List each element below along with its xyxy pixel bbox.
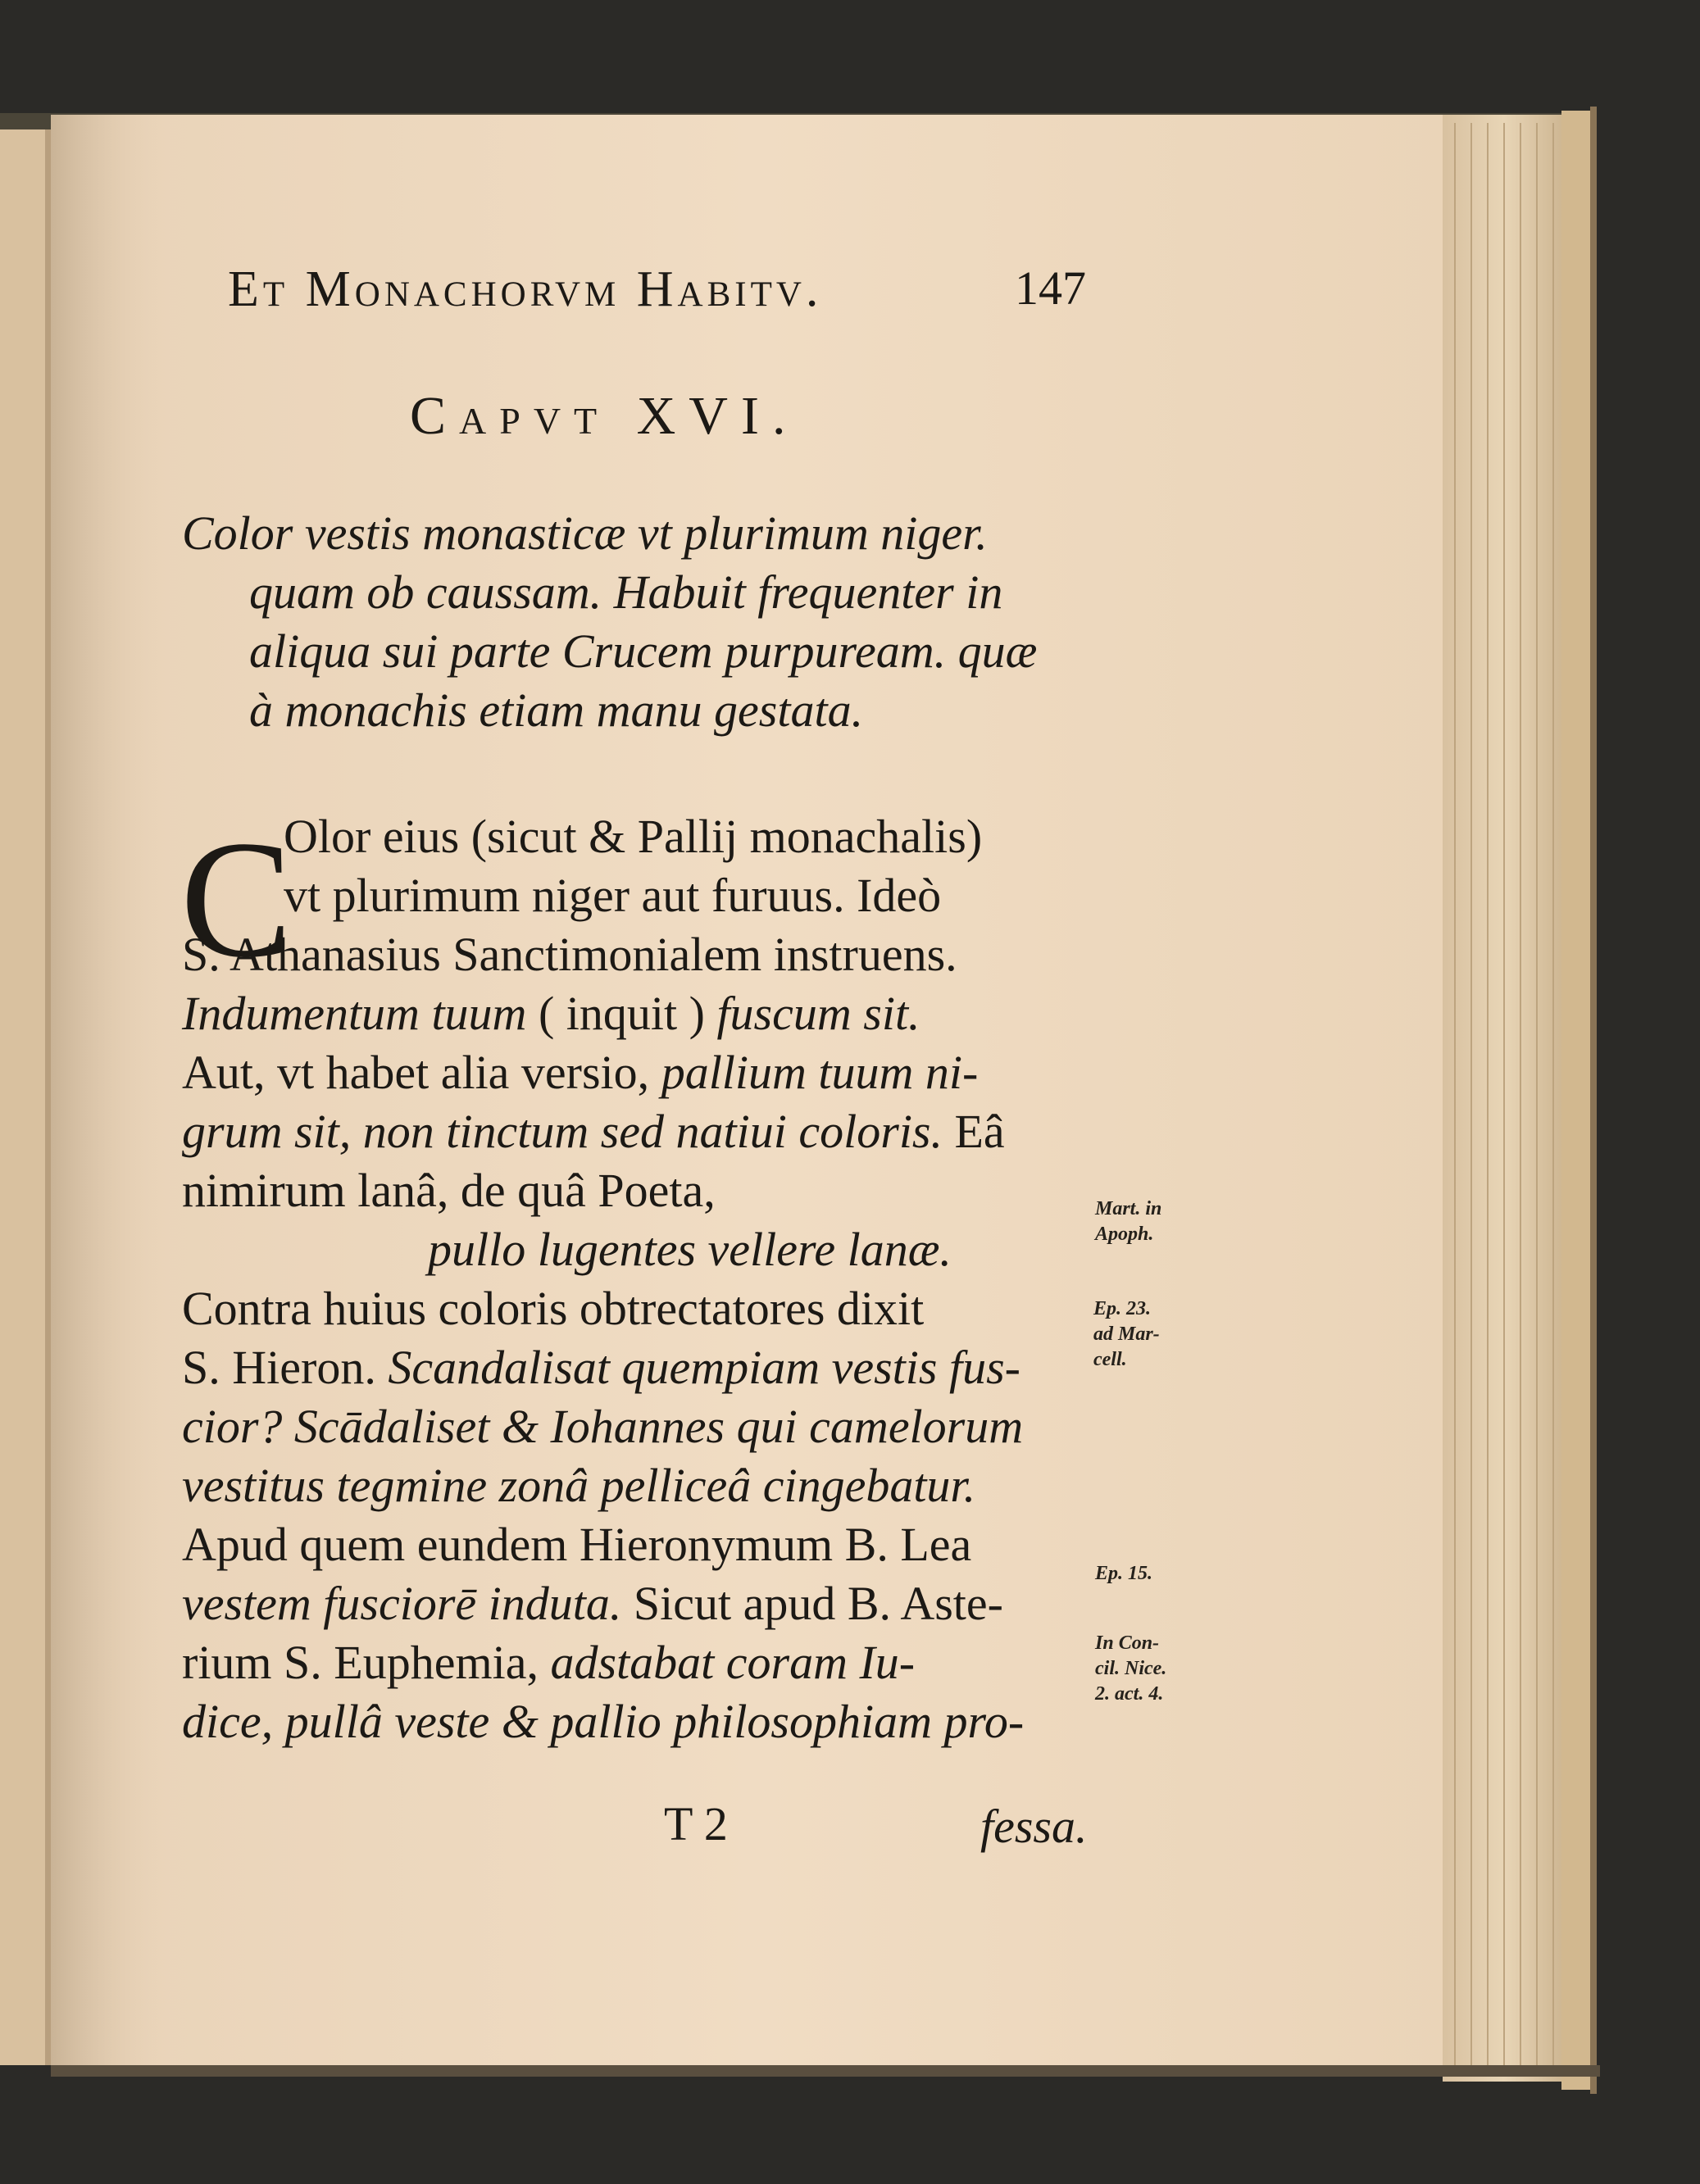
body-line: Indumentum tuum ( inquit ) fuscum sit. <box>182 987 920 1040</box>
margin-note: In Con- cil. Nice. 2. act. 4. <box>1095 1632 1167 1705</box>
body-line: Aut, vt habet alia versio, pallium tuum ni- <box>182 1046 979 1099</box>
drop-cap: C <box>180 806 293 992</box>
page-number: 147 <box>1015 261 1086 315</box>
body-line: grum sit, non tinctum sed natiui coloris. Eâ <box>182 1105 1005 1158</box>
chapter-summary <box>182 504 1100 740</box>
margin-note: Mart. in Apoph. <box>1095 1198 1162 1245</box>
summary-line: à monachis etiam manu gestata. <box>249 683 864 737</box>
body-line: Contra huius coloris obtrectatores dixit <box>182 1282 925 1335</box>
body-line: Apud quem eundem Hieronymum B. Lea <box>182 1518 972 1571</box>
body-line: dice, pullâ veste & pallio philosophiam pro- <box>182 1695 1025 1748</box>
signature-mark: T 2 <box>664 1797 728 1850</box>
body-text <box>182 807 1100 1751</box>
body-line: S. Hieron. Scandalisat quempiam vestis fus- <box>182 1341 1020 1394</box>
running-header: Et Monachorvm Habitv. <box>228 261 823 317</box>
chapter-title: Capvt XVI. <box>410 386 799 446</box>
body-line: cior? Scādaliset & Iohannes qui camelorum <box>182 1400 1024 1453</box>
summary-line: aliqua sui parte Crucem purpuream. quæ <box>249 624 1038 678</box>
verse-quote: pullo lugentes vellere lanæ. <box>428 1223 952 1276</box>
body-line: rium S. Euphemia, adstabat coram Iu- <box>182 1636 916 1689</box>
body-line: vestem fusciorē induta. Sicut apud B. Aste- <box>182 1577 1003 1630</box>
body-line: S. Athanasius Sanctimonialem instruens. <box>182 928 957 981</box>
body-line: nimirum lanâ, de quâ Poeta, <box>182 1164 716 1217</box>
summary-line: quam ob caussam. Habuit frequenter in <box>249 565 1003 619</box>
summary-line: Color vestis monasticæ vt plurimum niger. <box>182 506 988 560</box>
margin-note: Ep. 15. <box>1095 1563 1153 1584</box>
body-line: vt plurimum niger aut furuus. Ideò <box>284 869 942 922</box>
catchword: fessa. <box>980 1800 1088 1853</box>
body-line: vestitus tegmine zonâ pelliceâ cingebatur. <box>182 1459 976 1512</box>
body-line: Olor eius (sicut & Pallij monachalis) <box>284 810 983 863</box>
margin-note: Ep. 23. ad Mar- cell. <box>1093 1298 1160 1370</box>
